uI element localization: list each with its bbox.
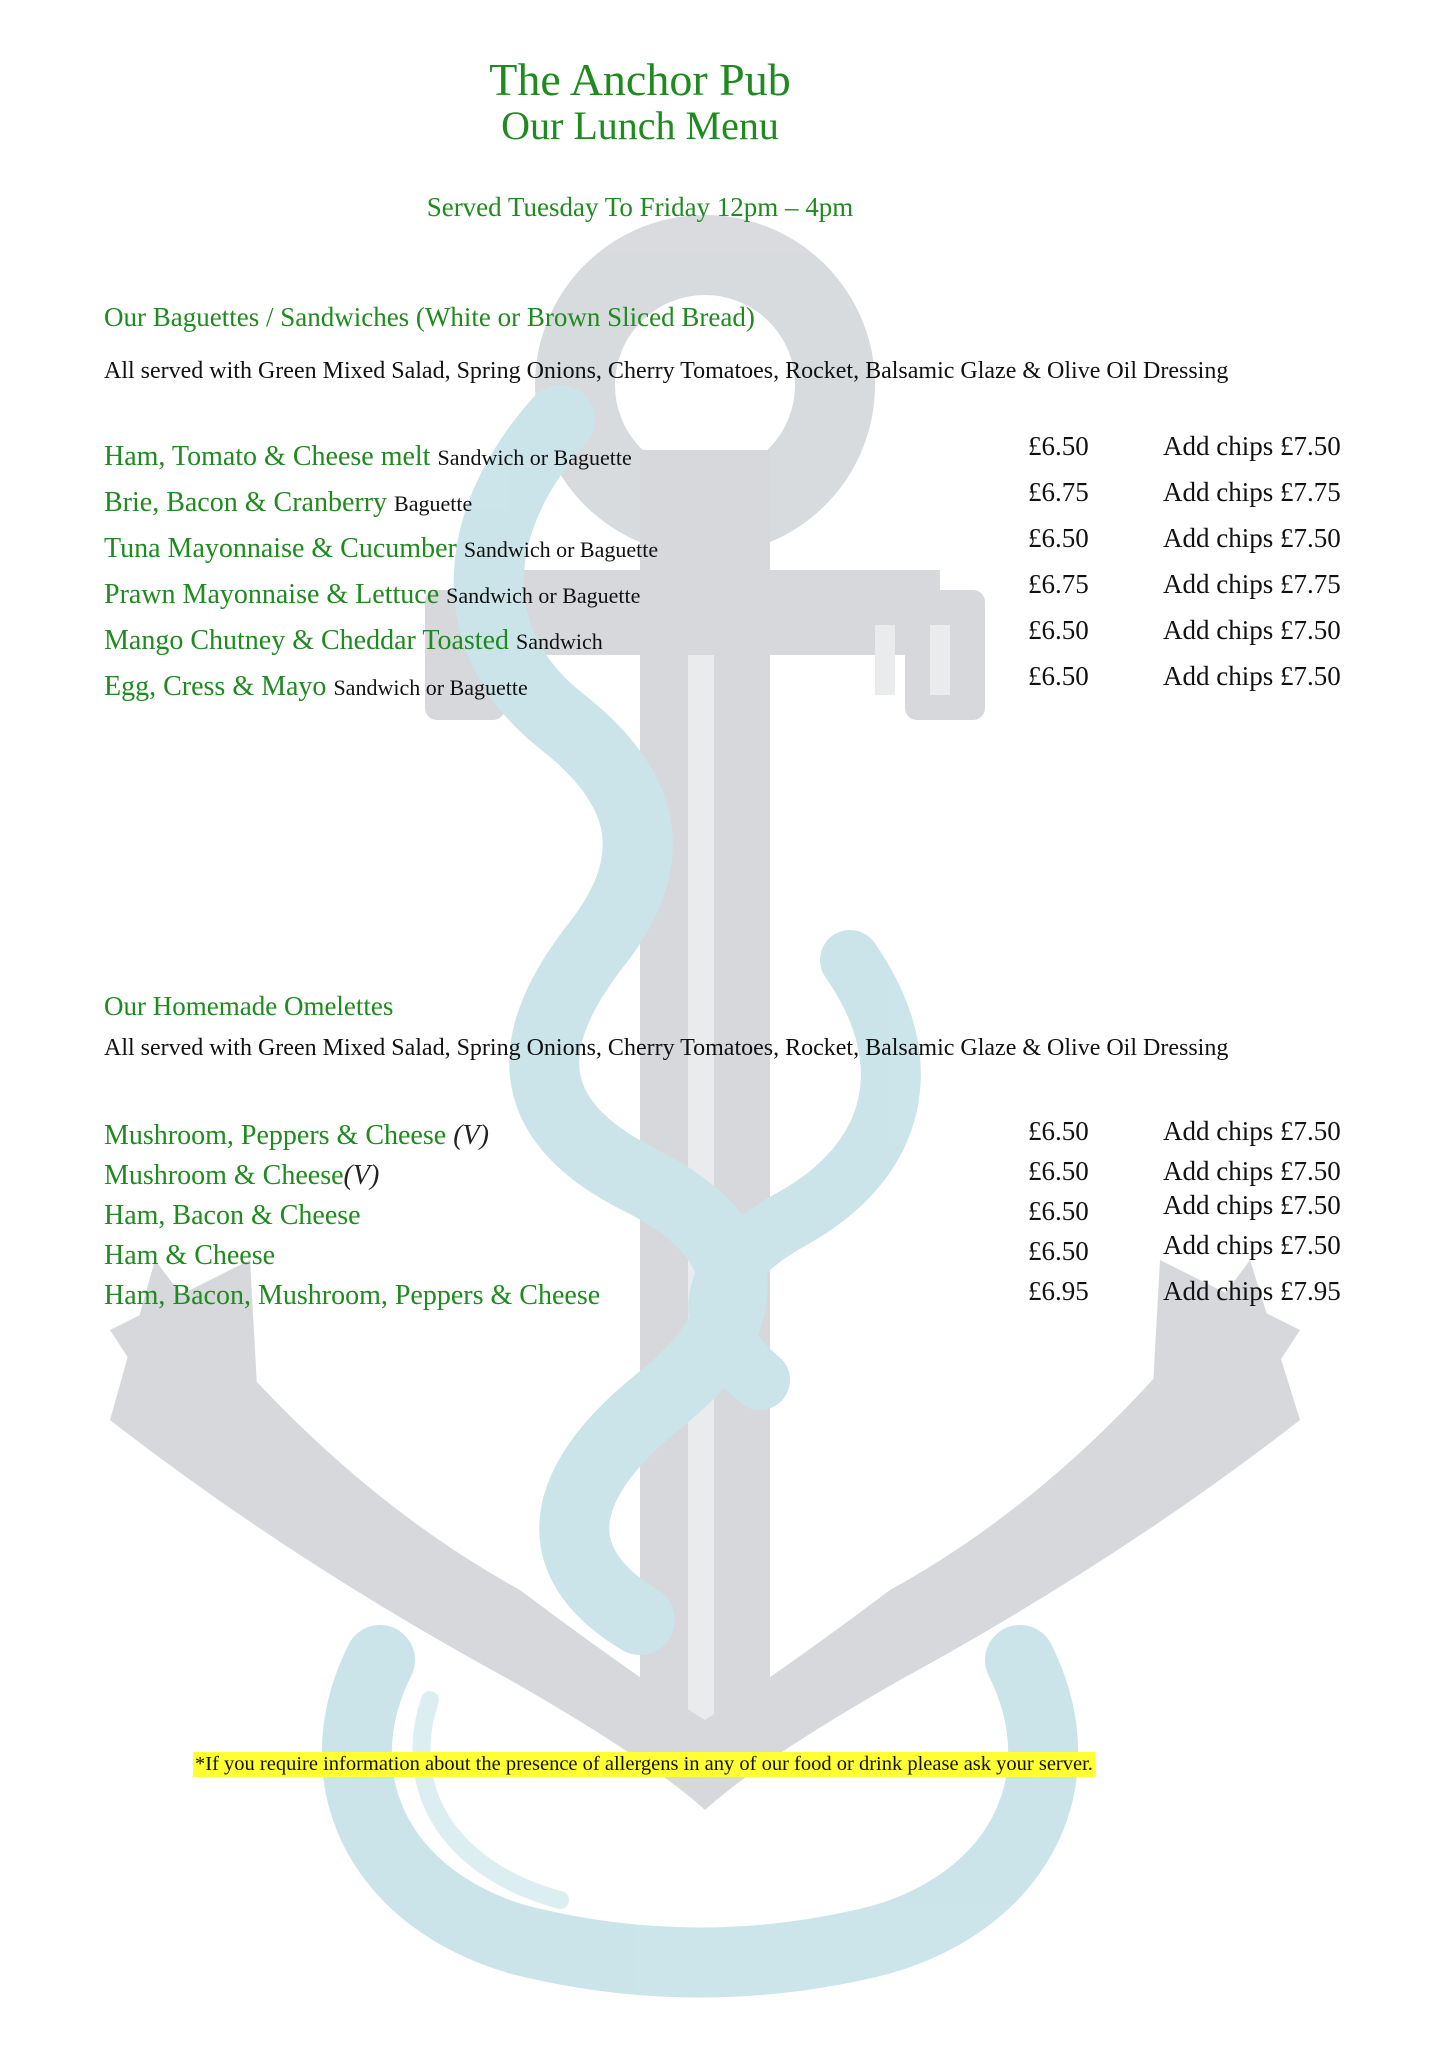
sandwich-item-chips-price: Add chips £7.75 [1163,569,1341,599]
sandwich-item-name: Tuna Mayonnaise & Cucumber Sandwich or Baguette [104,533,659,564]
sandwich-item-price: £6.50 [1028,431,1089,461]
omelette-item-name: Mushroom & Cheese(V) [104,1160,380,1191]
sandwich-item-price: £6.75 [1028,477,1089,507]
sandwich-item-suffix: Baguette [394,491,473,516]
omelette-item-price: £6.50 [1028,1156,1089,1186]
sandwich-item-suffix: Sandwich or Baguette [463,537,659,562]
sandwich-item-suffix: Sandwich or Baguette [437,445,632,470]
sandwiches-heading: Our Baguettes / Sandwiches (White or Brown Sliced Bread) [104,302,755,332]
omelettes-description: All served with Green Mixed Salad, Spring Onions, Cherry Tomatoes, Rocket, Balsamic Glaze & Olive Oil Dressing [104,1035,1229,1061]
page-title: The Anchor Pub [489,54,791,105]
omelette-item-name: Ham, Bacon & Cheese [104,1200,361,1231]
sandwich-item-name: Prawn Mayonnaise & Lettuce Sandwich or Baguette [104,579,641,610]
omelette-item-price: £6.50 [1028,1196,1089,1226]
omelette-item-name: Ham & Cheese [104,1240,276,1271]
sandwich-item-price: £6.75 [1028,569,1089,599]
omelettes-heading: Our Homemade Omelettes [104,991,394,1021]
sandwich-item-chips-price: Add chips £7.50 [1163,615,1341,645]
sandwich-item-chips-price: Add chips £7.75 [1163,477,1341,507]
serving-hours: Served Tuesday To Friday 12pm – 4pm [426,192,854,222]
omelette-item-name: Mushroom, Peppers & Cheese (V) [104,1120,489,1151]
sandwich-item-suffix: Sandwich [516,629,603,654]
page-subtitle: Our Lunch Menu [501,103,779,148]
sandwich-item-price: £6.50 [1028,523,1089,553]
sandwich-item-name: Ham, Tomato & Cheese melt Sandwich or Baguette [104,441,632,472]
omelette-item-chips-price: Add chips £7.50 [1163,1116,1341,1146]
sandwich-item-name: Mango Chutney & Cheddar Toasted Sandwich [104,625,603,656]
sandwich-item-price: £6.50 [1028,615,1089,645]
omelette-item-chips-price: Add chips £7.50 [1163,1156,1341,1186]
omelette-item-price: £6.50 [1028,1236,1089,1266]
sandwich-item-name: Egg, Cress & Mayo Sandwich or Baguette [104,671,528,702]
sandwich-item-name: Brie, Bacon & Cranberry Baguette [104,487,473,518]
sandwich-item-suffix: Sandwich or Baguette [446,583,641,608]
omelette-item-chips-price: Add chips £7.50 [1163,1190,1341,1220]
omelette-item-name: Ham, Bacon, Mushroom, Peppers & Cheese [104,1280,601,1311]
sandwiches-description: All served with Green Mixed Salad, Spring Onions, Cherry Tomatoes, Rocket, Balsamic Glaze & Olive Oil Dressing [104,358,1229,384]
omelette-item-price: £6.95 [1028,1276,1089,1306]
sandwich-item-chips-price: Add chips £7.50 [1163,661,1341,691]
omelette-item-chips-price: Add chips £7.95 [1163,1276,1341,1306]
vegetarian-marker: (V) [453,1120,489,1151]
sandwich-item-chips-price: Add chips £7.50 [1163,523,1341,553]
vegetarian-marker: (V) [343,1160,380,1191]
omelette-item-chips-price: Add chips £7.50 [1163,1230,1341,1260]
sandwich-item-suffix: Sandwich or Baguette [333,675,528,700]
sandwich-item-price: £6.50 [1028,661,1089,691]
sandwich-item-chips-price: Add chips £7.50 [1163,431,1341,461]
omelette-item-price: £6.50 [1028,1116,1089,1146]
allergen-notice: *If you require information about the presence of allergens in any of our food or drink please ask your server. [195,1753,1093,1775]
